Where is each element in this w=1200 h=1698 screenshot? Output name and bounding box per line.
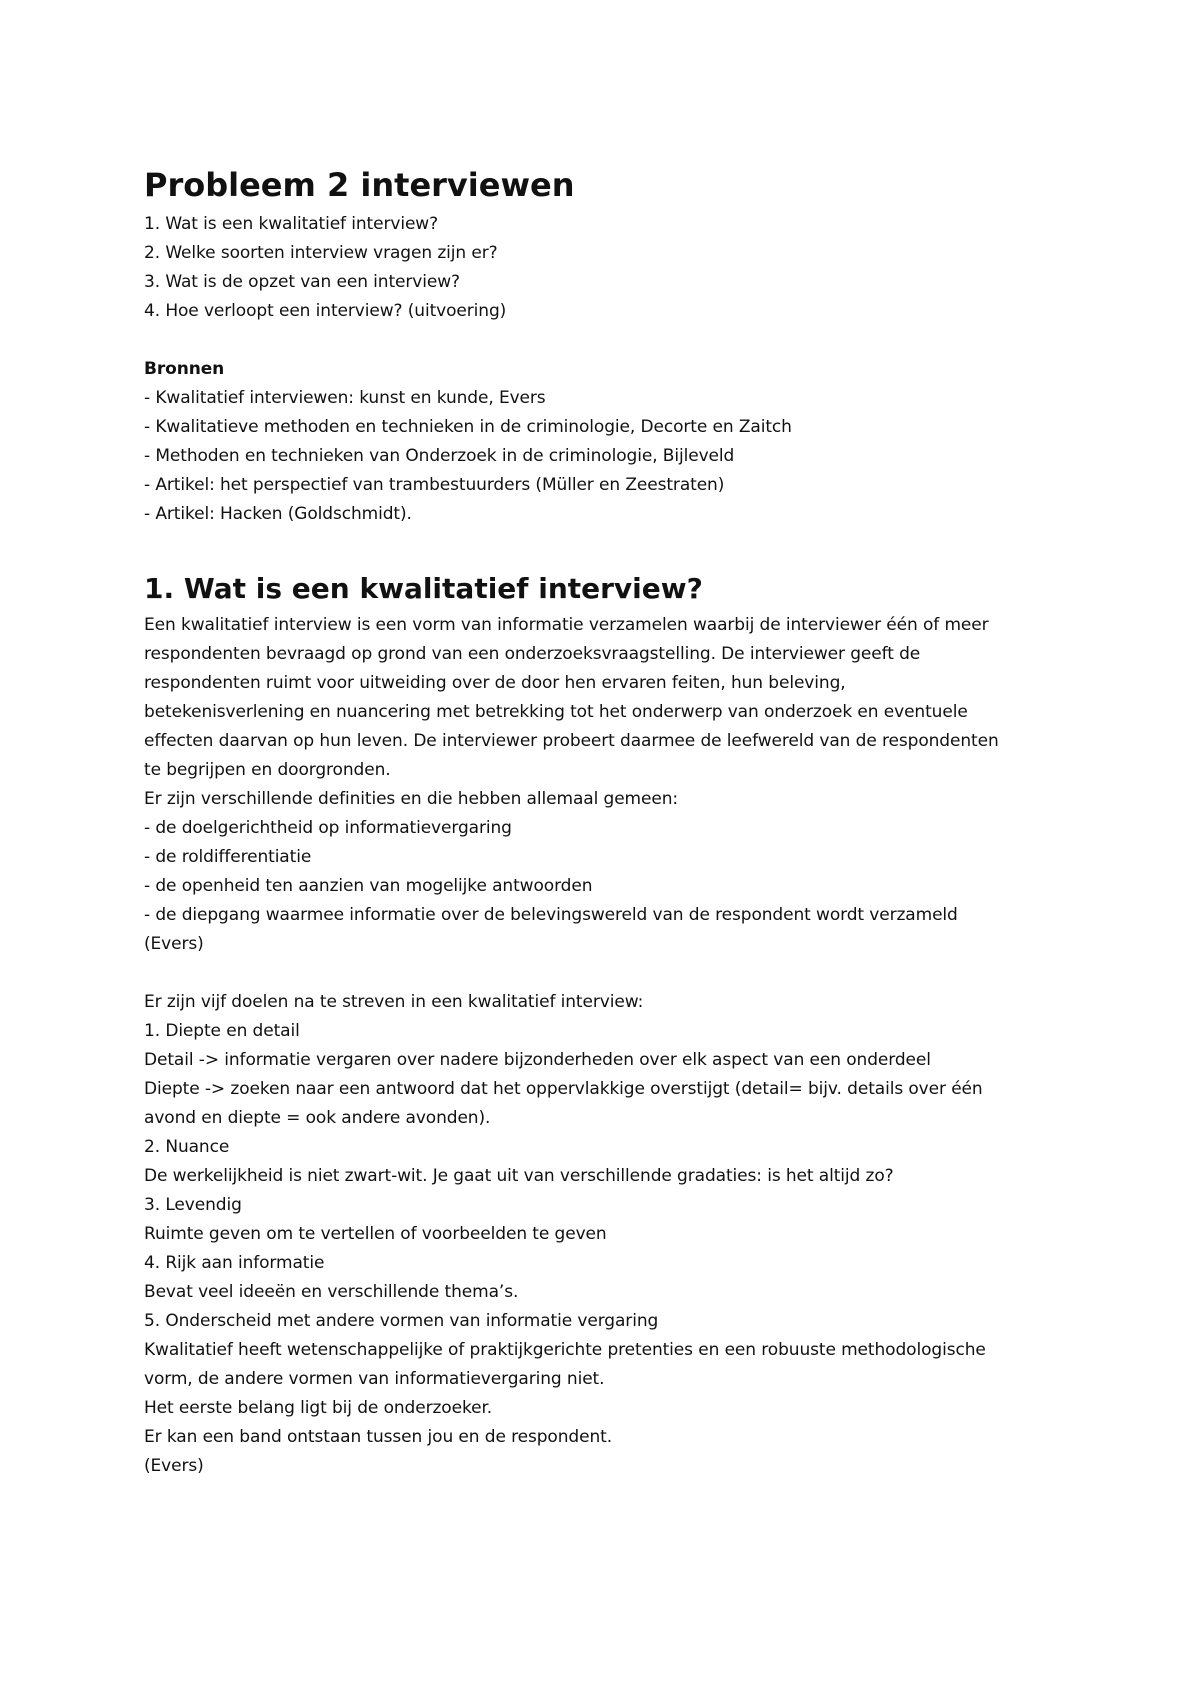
section-heading: 1. Wat is een kwalitatief interview? <box>144 572 703 605</box>
document-page <box>144 160 1084 1481</box>
goals-intro: Er zijn vijf doelen na te streven in een kwalitatief interview: <box>144 992 644 1012</box>
page-title: Probleem 2 interviewen <box>144 166 575 204</box>
question-item: 2. Welke soorten interview vragen zijn er? <box>144 243 498 263</box>
goal-text: Diepte -> zoeken naar een antwoord dat het oppervlakkige overstijgt (detail= bijv. details over één <box>144 1079 983 1099</box>
source-item: - Artikel: het perspectief van trambestuurders (Müller en Zeestraten) <box>144 475 725 495</box>
question-item: 1. Wat is een kwalitatief interview? <box>144 214 439 234</box>
goal-text: Ruimte geven om te vertellen of voorbeelden te geven <box>144 1224 607 1244</box>
source-item: - Artikel: Hacken (Goldschmidt). <box>144 504 412 524</box>
source-item: - Kwalitatieve methoden en technieken in de criminologie, Decorte en Zaitch <box>144 417 792 437</box>
definition-item: - de openheid ten aanzien van mogelijke antwoorden <box>144 876 593 896</box>
source-note: (Evers) <box>144 1456 204 1476</box>
goal-text: Bevat veel ideeën en verschillende thema’s. <box>144 1282 519 1302</box>
question-list <box>144 210 1084 326</box>
goal-title: 2. Nuance <box>144 1137 230 1157</box>
definitions-intro: Er zijn verschillende definities en die hebben allemaal gemeen: <box>144 789 679 809</box>
goal-title: 4. Rijk aan informatie <box>144 1253 325 1273</box>
goal-text: De werkelijkheid is niet zwart-wit. Je gaat uit van verschillende gradaties: is het altijd zo? <box>144 1166 894 1186</box>
spacer <box>144 326 1084 355</box>
source-item: - Methoden en technieken van Onderzoek in de criminologie, Bijleveld <box>144 446 735 466</box>
definitions-list <box>144 814 1084 930</box>
question-item: 3. Wat is de opzet van een interview? <box>144 272 460 292</box>
goal-text: vorm, de andere vormen van informatievergaring niet. <box>144 1369 605 1389</box>
goal-text: Kwalitatief heeft wetenschappelijke of praktijkgerichte pretenties en een robuuste methodologische <box>144 1340 986 1360</box>
paragraph-line: te begrijpen en doorgronden. <box>144 760 391 780</box>
paragraph-line: effecten daarvan op hun leven. De interviewer probeert daarmee de leefwereld van de respondenten <box>144 731 999 751</box>
question-item: 4. Hoe verloopt een interview? (uitvoering) <box>144 301 507 321</box>
goal-title: 1. Diepte en detail <box>144 1021 300 1041</box>
goal-title: 3. Levendig <box>144 1195 242 1215</box>
goal-text: Detail -> informatie vergaren over nadere bijzonderheden over elk aspect van een onderdeel <box>144 1050 931 1070</box>
definition-item: - de doelgerichtheid op informatievergaring <box>144 818 512 838</box>
paragraph-line: betekenisverlening en nuancering met betrekking tot het onderwerp van onderzoek en eventuele <box>144 702 968 722</box>
goal-title: 5. Onderscheid met andere vormen van informatie vergaring <box>144 1311 659 1331</box>
goal-text: avond en diepte = ook andere avonden). <box>144 1108 491 1128</box>
sources-list <box>144 384 1084 529</box>
source-item: - Kwalitatief interviewen: kunst en kunde, Evers <box>144 388 546 408</box>
spacer <box>144 959 1084 988</box>
paragraph-line: Een kwalitatief interview is een vorm van informatie verzamelen waarbij de interviewer één of meer <box>144 615 989 635</box>
paragraph-line: respondenten ruimt voor uitweiding over de door hen ervaren feiten, hun beleving, <box>144 673 846 693</box>
source-note: (Evers) <box>144 934 204 954</box>
paragraph-line: respondenten bevraagd op grond van een onderzoeksvraagstelling. De interviewer geeft de <box>144 644 921 664</box>
sources-heading: Bronnen <box>144 359 225 379</box>
goal-text: Er kan een band ontstaan tussen jou en de respondent. <box>144 1427 613 1447</box>
intro-paragraph <box>144 611 1084 785</box>
definition-item: - de roldifferentiatie <box>144 847 312 867</box>
definition-item: - de diepgang waarmee informatie over de belevingswereld van de respondent wordt verzameld <box>144 905 958 925</box>
goal-text: Het eerste belang ligt bij de onderzoeker. <box>144 1398 493 1418</box>
